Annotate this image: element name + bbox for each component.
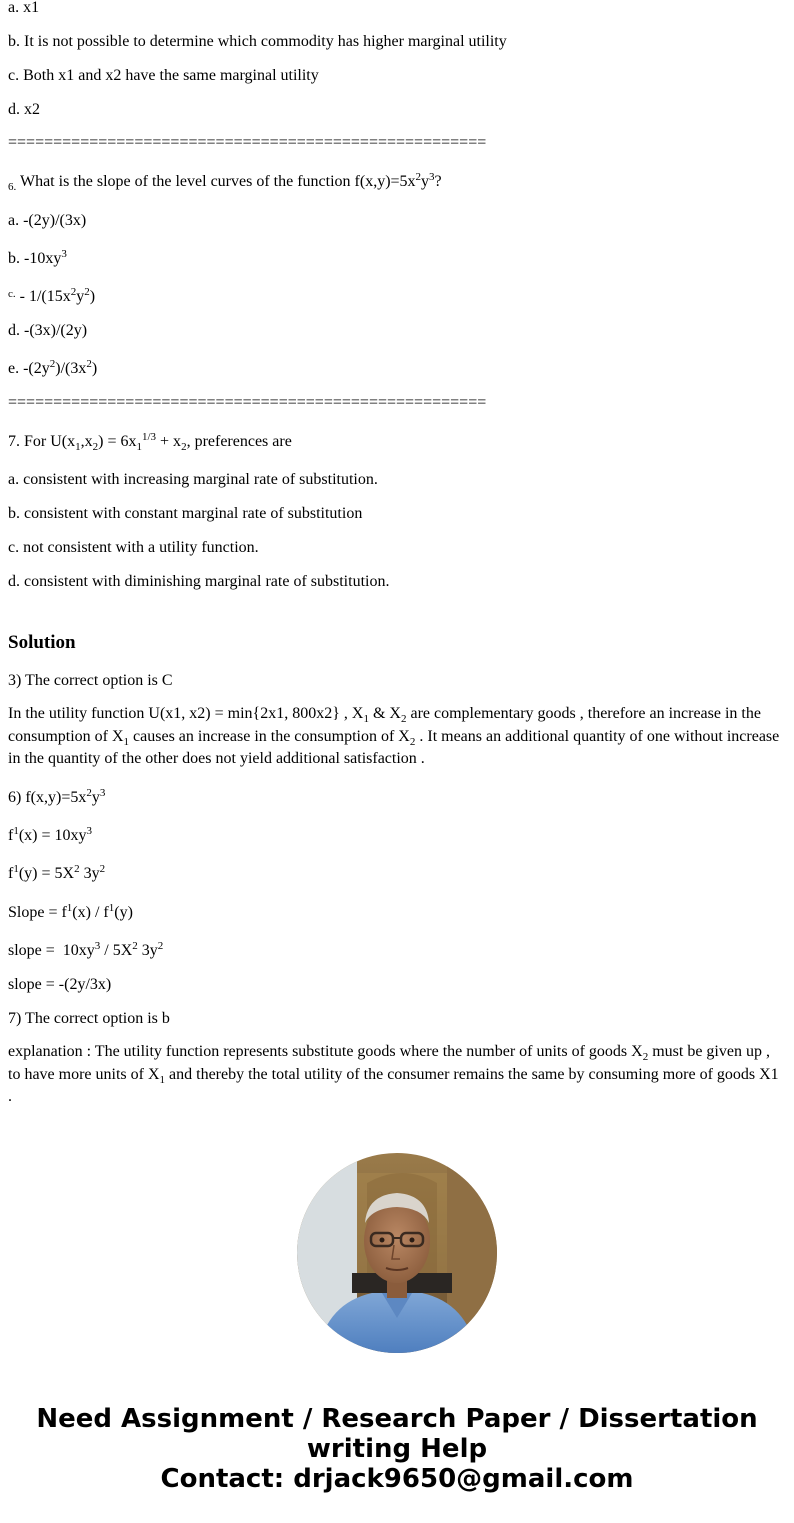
q7-text: , preferences are: [186, 433, 292, 450]
solution-6-line-6: slope = -(2y/3x): [8, 976, 112, 993]
q6-option-b-exp: 3: [61, 248, 67, 260]
q5-option-a: a. x1: [8, 0, 40, 16]
q6-option-e-text: e. -(2y: [8, 360, 50, 377]
q6-option-e-text: )/(3x: [55, 360, 87, 377]
solution-6-line-1: [8, 789, 105, 807]
q6-option-e-exp: 2: [86, 358, 92, 370]
solution-exp: 1: [66, 902, 73, 914]
q6-option-c: [8, 288, 95, 307]
q7-option-d: d. consistent with diminishing marginal rate of substitution.: [8, 573, 390, 590]
q7-text: ) = 6x: [98, 433, 137, 450]
q7-sub: 1: [75, 441, 81, 453]
q6-text: What is the slope of the level curves of the function f(x,y)=5x: [19, 173, 416, 190]
solution-3-explanation: [8, 703, 784, 771]
solution-sub: 1: [123, 735, 130, 748]
solution-7-answer: 7) The correct option is b: [8, 1010, 170, 1027]
solution-exp: 3: [99, 787, 106, 799]
q7-exp: 1/3: [141, 431, 157, 443]
solution-sub: 1: [363, 713, 369, 725]
solution-text: and thereby the total utility of the consumer remains the same by consuming more of goods X1 .: [8, 1065, 779, 1105]
solution-6-line-2: [8, 827, 92, 845]
q6-option-b-text: b. -10xy: [8, 250, 62, 267]
q7-question: [8, 433, 292, 451]
solution-7-explanation: [8, 1041, 784, 1109]
solution-6-line-4: [8, 904, 133, 922]
q6-exp: 3: [429, 171, 435, 183]
q7-option-c: c. not consistent with a utility function.: [8, 539, 259, 556]
q6-option-c-text: - 1/(15x: [19, 288, 71, 305]
promo-banner: [0, 1404, 794, 1494]
solution-exp: 3: [86, 825, 93, 837]
solution-sub: 2: [409, 735, 416, 748]
q6-option-c-text: ): [89, 288, 96, 305]
q7-option-a: a. consistent with increasing marginal rate of substitution.: [8, 471, 378, 488]
q7-text: 7. For U(x: [8, 433, 76, 450]
solution-text: must be given up , to have more units of X: [8, 1043, 770, 1083]
promo-headline: Need Assignment / Research Paper / Dissertation writing Help: [36, 1404, 758, 1464]
solution-6-line-3: [8, 865, 105, 883]
solution-exp: 1: [108, 902, 115, 914]
solution-exp: 2: [74, 863, 80, 875]
solution-text: (x) = 10xy: [18, 827, 87, 844]
solution-exp: 3: [94, 940, 101, 952]
portrait-photo: [297, 1153, 497, 1353]
solution-6-line-5: [8, 942, 163, 960]
q6-option-e-exp: 2: [49, 358, 56, 370]
solution-text: / 5X: [100, 942, 133, 959]
separator: =====================================================: [8, 134, 487, 151]
solution-exp: 2: [99, 863, 106, 875]
solution-text: & X: [368, 705, 401, 722]
q6-option-c-exp: 2: [84, 286, 90, 298]
q6-number: 6.: [8, 181, 17, 193]
q6-option-e: [8, 360, 97, 378]
q7-option-b: b. consistent with constant marginal rate of substitution: [8, 505, 363, 522]
solution-text: f: [8, 827, 14, 844]
q7-sub: 2: [181, 441, 187, 453]
solution-exp: 2: [157, 940, 164, 952]
solution-text: 3y: [137, 942, 158, 959]
solution-text: Slope = f: [8, 904, 67, 921]
q6-text: ?: [434, 173, 442, 190]
solution-text: . It means an additional quantity of one without increase in the quantity of the other does not yield additional satisfaction .: [8, 727, 780, 767]
q6-option-c-label: c.: [8, 288, 16, 300]
q6-text: y: [421, 173, 430, 190]
solution-exp: 2: [86, 787, 92, 799]
q7-text: + x: [156, 433, 182, 450]
solution-text: slope = 10xy: [8, 942, 95, 959]
solution-text: f: [8, 865, 14, 882]
q7-sub: 2: [92, 441, 99, 453]
q6-question: [8, 173, 442, 192]
separator: =====================================================: [8, 394, 487, 411]
solution-text: y: [91, 789, 100, 806]
solution-text: (x) / f: [72, 904, 109, 921]
solution-heading: Solution: [8, 632, 76, 653]
q6-option-d: d. -(3x)/(2y): [8, 322, 88, 339]
q6-option-b: [8, 250, 67, 268]
solution-sub: 2: [400, 713, 407, 725]
solution-text: explanation : The utility function represents substitute goods where the number of units of goods X: [8, 1043, 643, 1060]
solution-sub: 2: [642, 1051, 649, 1063]
solution-3-answer: 3) The correct option is C: [8, 672, 173, 689]
solution-text: 6) f(x,y)=5x: [8, 789, 87, 806]
solution-text: 3y: [79, 865, 100, 882]
q6-option-c-text: y: [76, 288, 85, 305]
solution-text: causes an increase in the consumption of X: [129, 727, 410, 745]
solution-text: (y) = 5X: [18, 865, 75, 882]
tutor-portrait-icon: [297, 1153, 497, 1353]
q5-option-d: d. x2: [8, 101, 40, 118]
q6-option-c-exp: 2: [70, 286, 77, 298]
solution-text: are complementary goods , therefore an increase in the consumption of X: [8, 705, 761, 745]
solution-text: In the utility function U(x1, x2) = min{2x1, 800x2} , X: [8, 705, 364, 722]
q6-exp: 2: [415, 171, 422, 183]
solution-exp: 1: [13, 863, 19, 875]
q5-option-c: c. Both x1 and x2 have the same marginal utility: [8, 67, 319, 84]
q6-option-e-text: ): [91, 360, 98, 377]
solution-text: (y): [114, 904, 133, 921]
solution-exp: 2: [132, 940, 138, 952]
q6-option-a: a. -(2y)/(3x): [8, 212, 87, 229]
q7-text: ,x: [80, 433, 93, 450]
contact-email-link[interactable]: Contact: drjack9650@gmail.com: [160, 1464, 634, 1494]
q5-option-b: b. It is not possible to determine which commodity has higher marginal utility: [8, 33, 507, 50]
q7-sub: 1: [136, 441, 142, 453]
solution-sub: 1: [159, 1073, 166, 1086]
solution-exp: 1: [13, 825, 19, 837]
